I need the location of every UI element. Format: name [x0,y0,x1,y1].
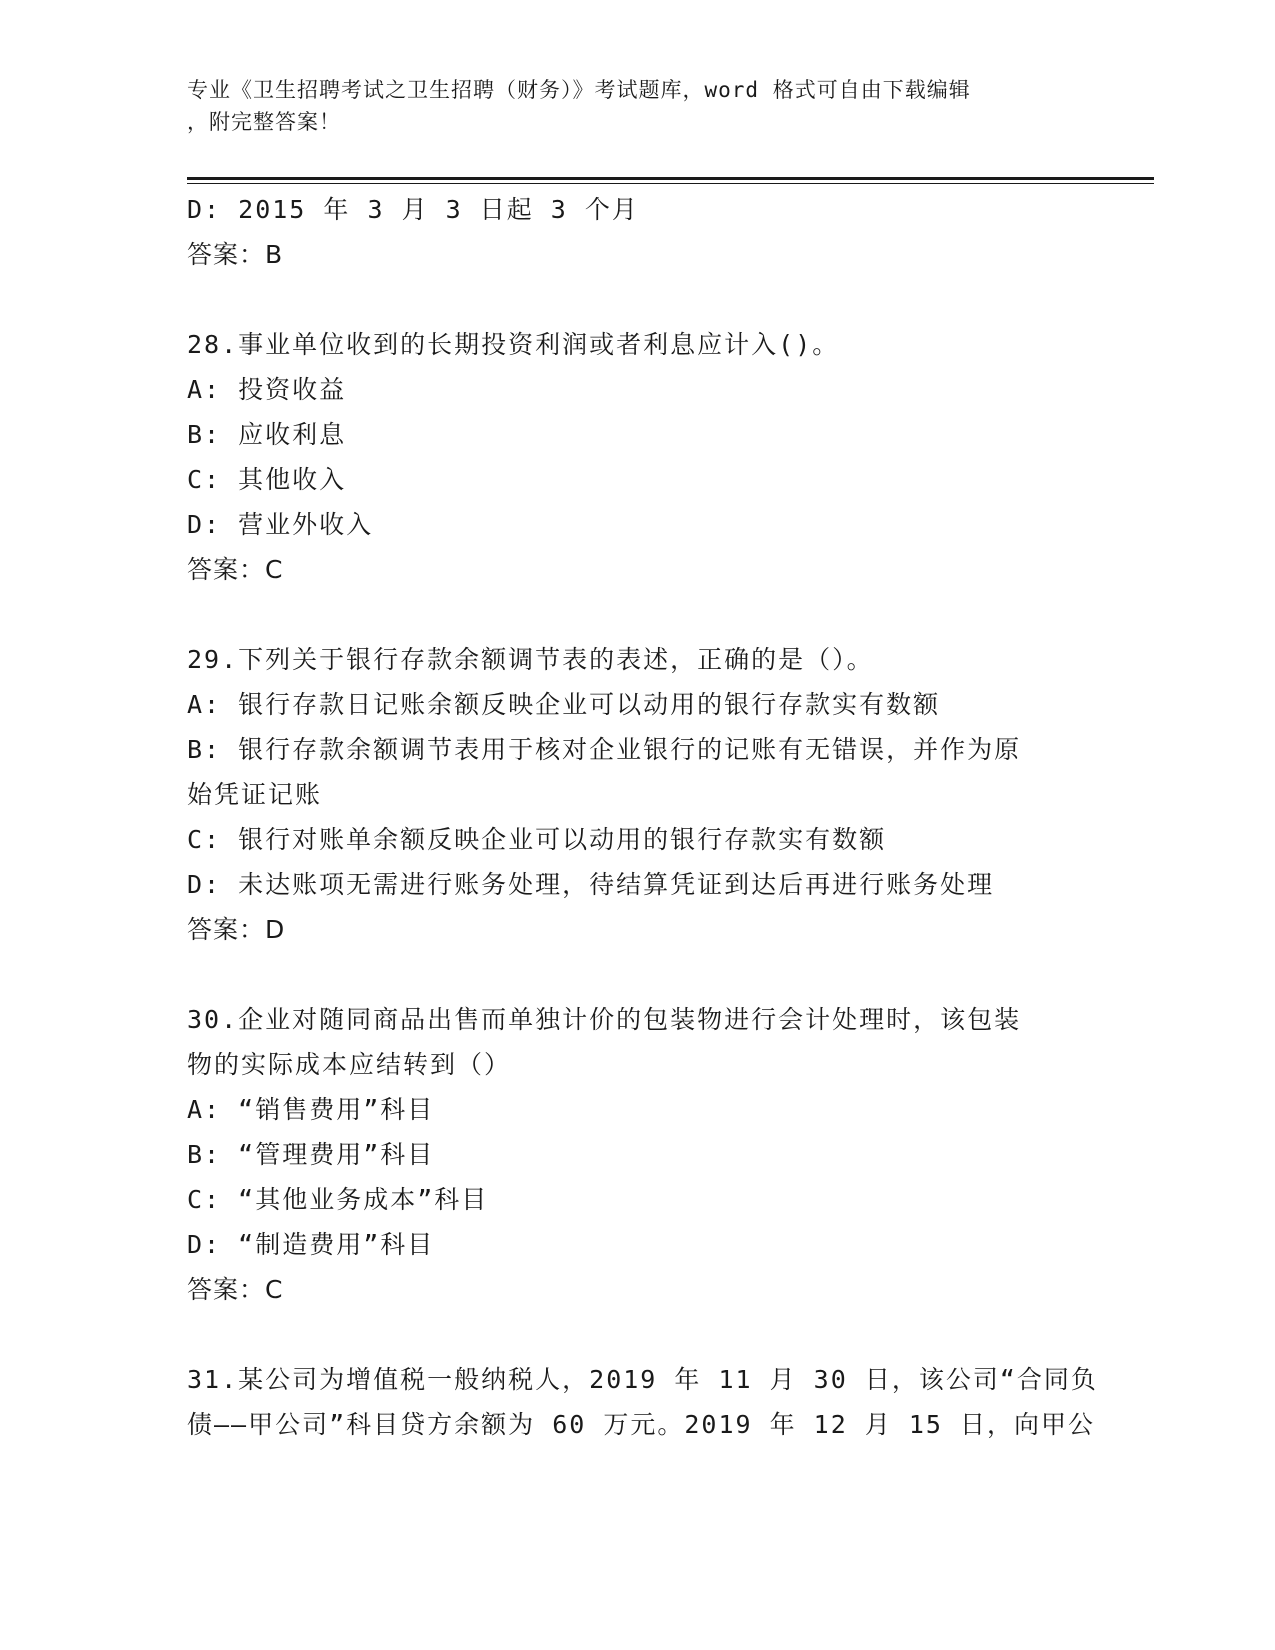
q28-answer: 答案：C [187,555,284,584]
header-line-2: ，附完整答案！ [187,110,341,134]
q30-option-b: B: “管理费用”科目 [187,1140,435,1169]
q29-option-b-line-2: 始凭证记账 [187,780,323,809]
q30-stem-line-1: 30.企业对随同商品出售而单独计价的包装物进行会计处理时，该包装 [187,1005,1022,1034]
q28-option-b: B: 应收利息 [187,420,347,449]
q28-option-d: D: 营业外收入 [187,510,374,539]
q28-stem: 28.事业单位收到的长期投资利润或者利息应计入()。 [187,330,840,359]
q30-option-c: C: “其他业务成本”科目 [187,1185,489,1214]
spacer [187,952,1087,997]
spacer [187,1312,1087,1357]
q28-option-a: A: 投资收益 [187,375,347,404]
header-line-1: 专业《卫生招聘考试之卫生招聘（财务）》考试题库，word 格式可自由下载编辑 [187,78,971,102]
q29-option-c: C: 银行对账单余额反映企业可以动用的银行存款实有数额 [187,825,887,854]
spacer [187,277,1087,322]
prev-answer: 答案：B [187,240,284,269]
spacer [187,592,1087,637]
q29-option-d: D: 未达账项无需进行账务处理，待结算凭证到达后再进行账务处理 [187,870,995,899]
document-header [187,74,1087,138]
q30-answer: 答案：C [187,1275,284,1304]
q29-option-b-line-1: B: 银行存款余额调节表用于核对企业银行的记账有无错误，并作为原 [187,735,1022,764]
q29-stem: 29.下列关于银行存款余额调节表的表述，正确的是（）。 [187,645,874,674]
prev-option-d: D: 2015 年 3 月 3 日起 3 个月 [187,195,639,224]
question-list [187,187,1098,1447]
header-divider-thick [187,177,1154,180]
q30-option-a: A: “销售费用”科目 [187,1095,435,1124]
q28-option-c: C: 其他收入 [187,465,347,494]
q30-stem-line-2: 物的实际成本应结转到（） [187,1050,512,1079]
header-divider-thin [187,183,1154,184]
q31-stem-line-2: 债——甲公司”科目贷方余额为 60 万元。2019 年 12 月 15 日，向甲公 [187,1410,1096,1439]
q31-stem-line-1: 31.某公司为增值税一般纳税人，2019 年 11 月 30 日，该公司“合同负 [187,1365,1098,1394]
q29-answer: 答案：D [187,915,286,944]
q29-option-a: A: 银行存款日记账余额反映企业可以动用的银行存款实有数额 [187,690,941,719]
q30-option-d: D: “制造费用”科目 [187,1230,435,1259]
